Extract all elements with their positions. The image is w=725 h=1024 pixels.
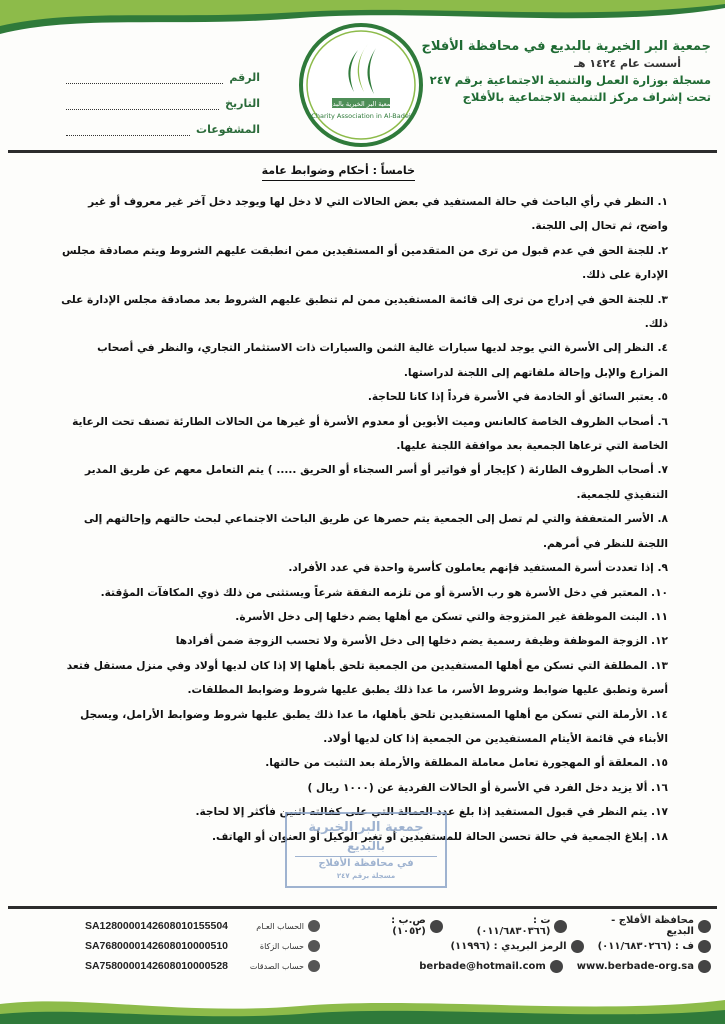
rule-item: ١٣. المطلقة التي تسكن مع أهلها المستفيدين من الجمعية تلحق بأهلها إلا إذا كان لديها أولاد وفي منزل مستقل فتعد أسرة وتطبق عليها ضوابط وشروط الأسر، ما عدا ذلك يطبق عليها شروط وضوابط المطلقات. [66,659,668,697]
number-label: الرقم [229,71,260,84]
account-iban: SA7680000142608010000510 [84,940,228,952]
org-name: جمعية البر الخيرية بالبديع في محافظة الأفلاج [421,39,711,54]
rule-item: ٩. إذا تعددت أسرة المستفيد فإنهم يعاملون كأسرة واحدة في عدد الأفراد. [288,562,668,575]
date-label: التاريخ [225,97,260,110]
rule-item: ١٠. المعتبر في دخل الأسرة هو رب الأسرة أو من تلزمه النفقة شرعاً ويستثنى من ذلك ذوي المكافآت المؤقتة. [100,586,668,599]
number-dotted-line [66,71,223,84]
stamp-line-4: مسجلة برقم ٢٤٧ [336,872,396,880]
number-field [60,58,260,84]
bank-accounts [20,916,320,976]
rule-item: ٦. أصحاب الظروف الخاصة كالعانس وميت الأبوين أو معدوم الأسرة أو غيرها من الحالات الطارئة تصنف تحت الرعاية الخاصة التي ترعاها الجمعية بعد موافقة اللجنة عليها. [72,415,668,453]
phone-icon [554,920,567,933]
website-cell[interactable] [577,960,711,973]
account-row [20,956,320,976]
account-row [20,936,320,956]
section-heading: خامساً : أحكام وضوابط عامة [262,162,415,181]
rule-item: ١١. البنت الموظفة غير المتزوجة والتي تسكن مع أهلها يضم دخلها إلى دخل الأسرة. [235,610,668,623]
contact-row [341,936,711,956]
account-iban: SA7580000142608010000528 [84,960,228,972]
bottom-decorative-swoosh [0,990,725,1024]
postal-cell [450,940,583,953]
official-stamp [285,812,447,888]
header-divider [8,150,717,153]
postal-text: الرمز البريدي : (١١٩٩٦) [450,940,567,952]
website-link[interactable]: www.berbade-org.sa [576,960,694,972]
rule-item: ١٢. الزوجة الموظفة وظيفة رسمية يضم دخلها إلى دخل الأسرة ولا تحسب الزوجة ضمن أفرادها [175,635,668,648]
fax-cell [598,940,711,953]
attachments-field [60,110,260,136]
rule-item: ١٨. إبلاغ الجمعية في حالة تحسن الحالة للمستفيدين أو تغير الوكيل أو العنوان أو الهاتف. [211,830,668,843]
rule-item: ٢. للجنة الحق في عدم قبول من ترى من المتقدمين أو المستفيدين ممن انطبقت عليهم الشروط ويتم مصادقة مجلس الإدارة على ذلك. [62,244,668,282]
fax-icon [698,940,711,953]
stamp-line-1: جمعية البر الخيرية [308,820,424,835]
email-link[interactable]: berbade@hotmail.com [419,960,546,972]
stamp-line-3: في محافظة الأفلاج [295,856,437,871]
founded-year: أسست عام ١٤٢٤ هـ [574,57,681,70]
rules-list [56,190,668,849]
account-label: حساب الصدقات [249,961,304,971]
rule-item: ١٥. المعلقة أو المهجورة تعامل معاملة المطلقة والأرملة بعد التثبت من حالتها. [265,757,668,770]
rule-item: ١. النظر في رأي الباحث في حالة المستفيد في بعض الحالات التي لا دخل لها ويوجد دخل آخر غير معروف أو غير واضح، ثم تحال إلى اللجنة. [88,196,668,233]
contact-info [341,916,711,976]
account-label: حساب الزكاة [259,941,304,951]
pobox-text: ص.ب : (١٠٥٢) [391,915,426,937]
attachments-dotted-line [66,123,190,136]
fax-text: ف : (٠١١/٦٨٣٠٢٦٦) [597,940,694,952]
organization-header [411,38,711,106]
rule-item: ١٤. الأرملة التي تسكن مع أهلها المستفيدين تلحق بأهلها، ما عدا ذلك يطبق عليها شروط وضوابط الأرامل، ويسجل الأبناء في قائمة الأيتام المستفيدين من الجمعية إذا كان لديها أولاد. [80,708,668,745]
contact-row [341,916,711,936]
postal-icon [571,940,584,953]
account-iban: SA1280000142608010155504 [84,920,228,932]
phone-text: ت : (٠١١/٦٨٣٠٣٦٦) [476,915,551,937]
mailbox-icon [430,920,443,933]
bank-icon [308,960,320,972]
logo-arabic-text: جمعية البر الخيرية بالبديع [327,100,395,108]
registration-line: مسجلة بوزارة العمل والتنمية الاجتماعية برقم ٢٤٧ [429,73,711,87]
attachments-label: المشفوعات [196,123,260,136]
logo-english-text: Charity Association in Al-Badei [311,112,411,120]
stamp-line-2: بالبديع [346,839,386,853]
footer-divider [8,906,717,909]
address-text: محافظة الأفلاج - البديع [611,915,694,937]
rule-item: ٥. يعتبر السائق أو الخادمة في الأسرة فرداً إذا كانا للحاجة. [367,391,668,404]
account-row [20,916,320,936]
date-dotted-line [66,97,219,110]
globe-icon [698,960,711,973]
rule-item: ٧. أصحاب الظروف الطارئة ( كإيجار أو فواتير أو أسر السجناء أو الحريق ..... ) يتم التعامل معهم عن طريق المدير التنفيذي للجمعية. [85,464,668,501]
rule-item: ١٦. ألا يزيد دخل الفرد في الأسرة أو الحالات الفردية عن (١٠٠٠ ريال ) [307,781,668,794]
bank-icon [308,940,320,952]
supervision-line: تحت إشراف مركز التنمية الاجتماعية بالأفلاج [462,90,711,104]
location-icon [698,920,711,933]
org-logo [298,22,424,148]
date-field [60,84,260,110]
reference-fields [60,58,260,136]
contact-row [341,956,711,976]
phone-cell [457,915,568,937]
email-icon [550,960,563,973]
pobox-cell [355,915,443,937]
rule-item: ٨. الأسر المتعففة والتي لم تصل إلى الجمعية يتم حصرها عن طريق الباحث الاجتماعي لبحث حالتهم وإحالتهم إلى اللجنة للنظر في أمرهم. [83,513,668,550]
address-cell [581,915,711,937]
account-label: الحساب العـام [256,921,304,931]
email-cell[interactable] [419,960,563,973]
rule-item: ١٧. يتم النظر في قبول المستفيد إذا بلغ عدد العمالة التي على كفالته اثنين فأكثر إلا لحاجة. [195,806,668,819]
rule-item: ٣. للجنة الحق في إدراج من ترى إلى قائمة المستفيدين ممن لم تنطبق عليهم الشروط بعد مصادقة مجلس الإدارة على ذلك. [61,293,668,331]
rule-item: ٤. النظر إلى الأسرة التي يوجد لديها سيارات غالية الثمن والسيارات ذات الاستثمار التجاري، والنظر في أصحاب المزارع والإبل وإحالة ملفاتهم إلى اللجنة لدراستها. [97,342,668,379]
bank-icon [308,920,320,932]
